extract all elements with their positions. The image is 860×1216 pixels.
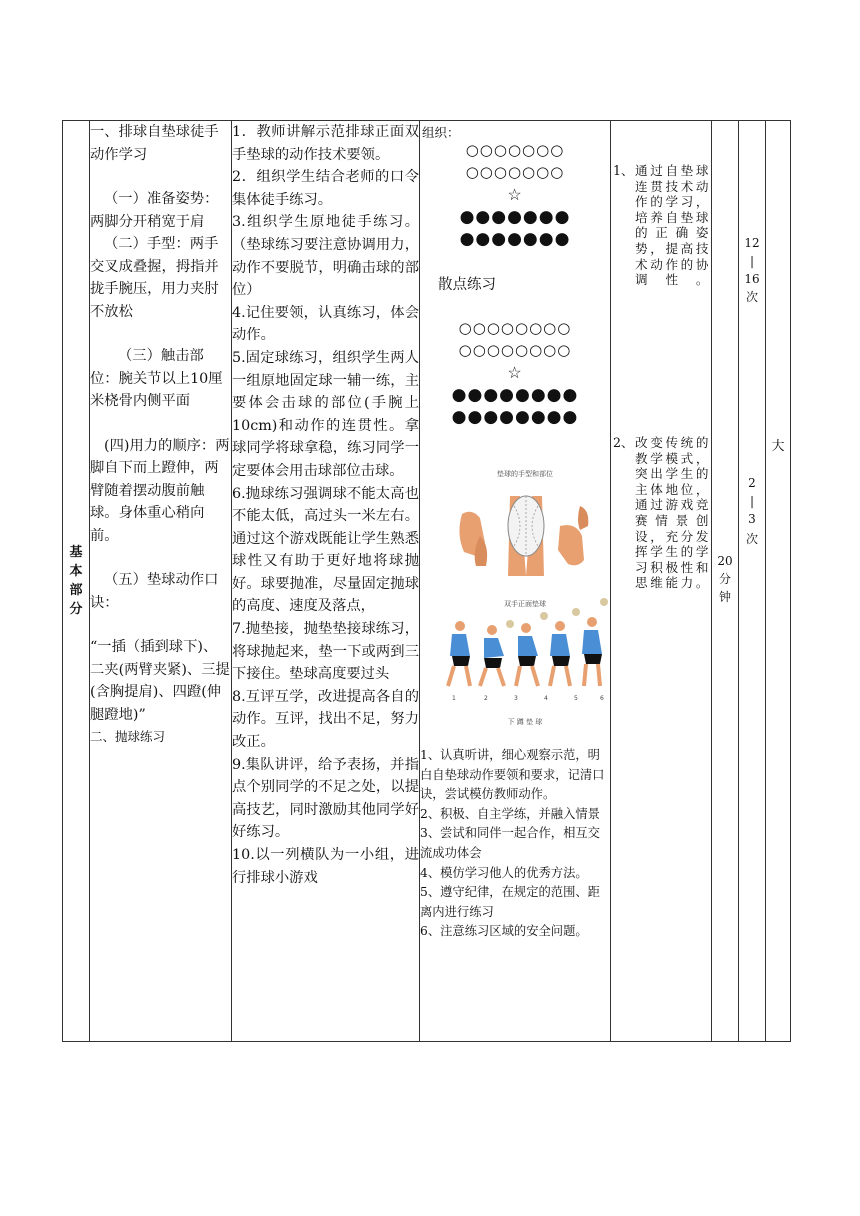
section-char: 本 <box>69 564 83 579</box>
student-item: 3、尝试和同伴一起合作，相互交流成功体会 <box>420 826 600 860</box>
count-value: 16 <box>744 272 760 286</box>
goal-text: 通过自垫球连贯技术动作的学习，培养自垫球的正确姿势，提高技术动作的协调性。 <box>635 163 709 288</box>
player-figure <box>550 608 580 686</box>
content-item: （一）准备姿势：两脚分开稍宽于肩 <box>90 191 219 230</box>
content-item: (四)用力的顺序：两脚自下而上蹬伸，两臂随着摆动腹前触球。身体重心稍向前。 <box>90 437 230 544</box>
figure-number: 2 <box>484 695 488 702</box>
student-item: 1、认真听讲，细心观察示范，明白自垫球动作要领和要求，记清口诀，尝试模仿教师动作。 <box>420 748 605 802</box>
time-cell <box>712 121 739 1042</box>
repetition-cell <box>739 121 766 1042</box>
content-item: “一插（插到球下)、二夹(两臂夹紧)、三提(含胸提肩)、四蹬(伸腿蹬地)” <box>90 639 230 723</box>
teacher-step: 4.记住要领，认真练习，体会动作。 <box>232 304 419 344</box>
goals-cell <box>611 121 712 1042</box>
organization-label: 组织： <box>422 125 460 140</box>
count-unit: 次 <box>745 290 758 304</box>
teacher-step: 1．教师讲解示范排球正面双手垫球的动作技术要领。 <box>232 124 419 163</box>
figure-number: 3 <box>514 695 518 702</box>
goal-item <box>613 435 709 591</box>
figure-number: 1 <box>452 695 456 702</box>
formation-row-filled: ●●●●●●●● <box>451 407 579 427</box>
figure-number: 5 <box>574 695 578 702</box>
figure-caption-mid: 双手正面垫球 <box>504 600 546 608</box>
goal-text: 改变传统的教学模式，突出学生的主体地位，通过游戏竞赛情景创设，充分发挥学生的学习积极性和思维能力。 <box>635 435 709 591</box>
formation-row-hollow: ○○○○○○○○ <box>458 319 572 337</box>
count-unit: 次 <box>745 532 758 546</box>
intensity-cell <box>766 121 791 1042</box>
formation-row-hollow: ○○○○○○○ <box>465 141 565 159</box>
student-item: 5、遵守纪律，在规定的范围、距离内进行练习 <box>420 885 600 919</box>
figure-number: 6 <box>600 695 604 702</box>
count-value: 3 <box>748 512 756 526</box>
teacher-step: 6.抛球练习强调球不能太高也不能太低，高过头一米左右。通过这个游戏既能让学生熟悉球性又有助于更好地将球抛好。球要抛准，尽量固定抛球的高度、速度及落点， <box>232 485 419 615</box>
teacher-step: 7.抛垫接，抛垫垫接球练习，将球抛起来，垫一下或两到三下接住。垫球高度要过头 <box>232 621 419 683</box>
student-item: 4、模仿学习他人的优秀方法。 <box>420 865 588 880</box>
formation-row-filled: ●●●●●●●● <box>451 385 579 405</box>
formation-row-filled: ●●●●●●● <box>459 229 571 249</box>
section-char: 分 <box>69 602 83 617</box>
goal-item <box>613 163 709 288</box>
content-cell <box>90 121 232 1042</box>
formation-row-hollow: ○○○○○○○ <box>465 163 565 181</box>
content-item: （二）手型：两手交叉成叠握，拇指并拢手腕压，用力夹肘不放松 <box>90 236 219 320</box>
time-value: 20 <box>717 554 733 568</box>
content-subtitle: 二、抛球练习 <box>90 729 166 744</box>
teacher-activity-cell <box>232 121 420 1042</box>
player-figure <box>582 598 608 686</box>
formation-row-hollow: ○○○○○○○○ <box>458 341 572 359</box>
player-figure <box>480 620 514 686</box>
volleyball-pass-illustration <box>440 466 610 736</box>
section-char: 基 <box>69 545 83 560</box>
figure-number: 4 <box>544 695 548 702</box>
figure-caption-bottom: 下 蹲 垫 球 <box>507 718 543 726</box>
scatter-practice-label: 散点练习 <box>438 277 496 293</box>
student-activity-list <box>420 746 608 942</box>
student-item: 6、注意练习区域的安全问题。 <box>420 924 588 939</box>
lesson-plan-table <box>62 120 791 1042</box>
count-value: 12 <box>744 236 760 250</box>
content-item: （三）触击部位：腕关节以上10厘米桡骨内侧平面 <box>90 348 223 409</box>
student-item: 2、积极、自主学练，并融入情景 <box>420 806 600 821</box>
time-unit-char: 分 <box>718 572 731 586</box>
teacher-star-icon: ☆ <box>507 185 523 204</box>
content-title: 一、排球自垫球徒手动作学习 <box>90 124 219 163</box>
figure-caption-top: 垫球的手型和部位 <box>497 470 553 478</box>
teacher-step: 2．组织学生结合老师的口令集体徒手练习。 <box>232 169 419 208</box>
formation-row-filled: ●●●●●●● <box>459 207 571 227</box>
teacher-step: 3.组织学生原地徒手练习。（垫球练习要注意协调用力，动作不要脱节，明确击球的部位） <box>232 214 419 299</box>
organization-cell <box>420 121 611 1042</box>
section-char: 部 <box>69 583 83 598</box>
teacher-step: 10.以一列横队为一小组，进行排球小游戏 <box>232 847 419 886</box>
count-separator: | <box>749 494 755 508</box>
goal-number: 2、 <box>613 435 634 450</box>
teacher-step: 8.互评互学，改进提高各自的动作。互评，找出不足，努力改正。 <box>232 688 419 751</box>
teacher-step: 5.固定球练习，组织学生两人一组原地固定球一辅一练，主要体会击球的部位(手腕上10cm)和动作的连贯性。拿球同学将球拿稳，练习同学一定要体会用击球部位击球。 <box>232 349 419 479</box>
section-title-cell <box>63 121 90 1042</box>
player-figure <box>448 621 470 686</box>
hand-illustration <box>558 525 584 565</box>
player-figure <box>516 612 548 686</box>
teacher-step: 9.集队讲评，给予表扬，并指点个别同学的不足之处，以提高技艺，同时激励其他同学好好练习。 <box>232 756 419 841</box>
teacher-star-icon: ☆ <box>507 363 523 382</box>
content-item: （五）垫球动作口诀： <box>90 572 219 611</box>
count-value: 2 <box>748 476 756 490</box>
time-unit-char: 钟 <box>718 590 731 604</box>
count-separator: | <box>749 254 755 268</box>
intensity-value: 大 <box>771 439 785 454</box>
goal-number: 1、 <box>613 163 634 178</box>
